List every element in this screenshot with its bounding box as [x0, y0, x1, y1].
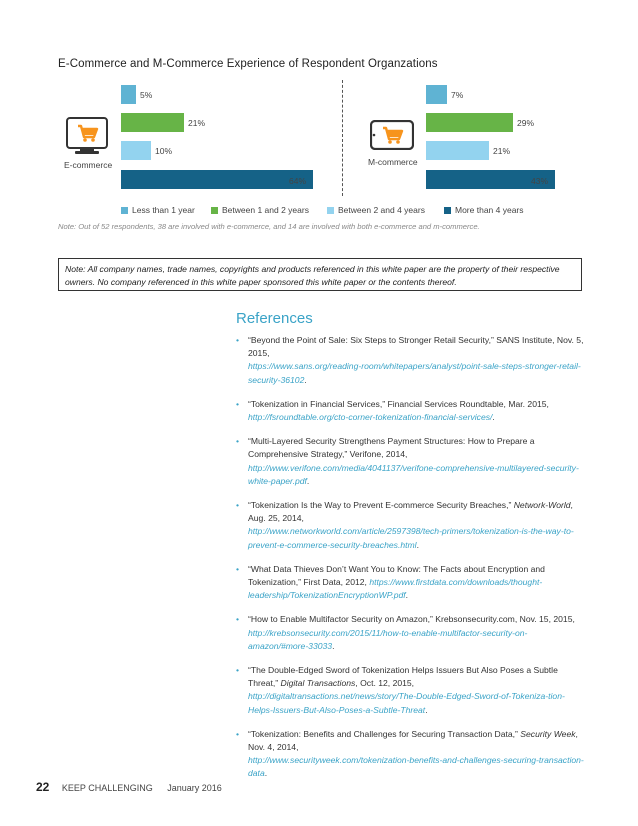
reference-item: • “The Double-Edged Sword of Tokenization Helps Issuers But Also Poses a Subtle Threat,” Digital Transactions, Oct. 12, 2015, http://digitaltransactions.net/news/story/The-Double-Edged-Sword-of-Tokeniza-tion-Helps-Issuers-But-Also-Poses-a-Subtle-Threat.: [236, 664, 584, 717]
bar-ecommerce-1-2yr: [121, 113, 184, 132]
disclaimer-box: Note: All company names, trade names, copyrights and products referenced in this white paper are the property of their respective owners. No company referenced in this white paper sponsored this white paper or the contents thereof.: [58, 258, 582, 291]
bar-ecommerce-more-4yr: [121, 170, 313, 189]
bar-mcommerce-1-2yr: [426, 113, 513, 132]
legend-swatch: [211, 207, 218, 214]
legend-text: More than 4 years: [455, 205, 524, 215]
reference-item: • “How to Enable Multifactor Security on Amazon,” Krebsonsecurity.com, Nov. 15, 2015, http://krebsonsecurity.com/2015/11/how-to-enable-multifactor-security-on-amazon/#more-33033.: [236, 613, 584, 653]
monitor-cart-icon: [66, 117, 108, 155]
legend-text: Between 2 and 4 years: [338, 205, 425, 215]
chart-note: Note: Out of 52 respondents, 38 are involved with e-commerce, and 14 are involved with both e-commerce and m-commerce.: [58, 222, 480, 231]
reference-link[interactable]: http://krebsonsecurity.com/2015/11/how-to-enable-multifactor-security-on-amazon/#more-33033: [248, 627, 528, 651]
chart-title: E-Commerce and M-Commerce Experience of Respondent Organzations: [58, 58, 438, 70]
bar-label: 64%: [289, 176, 307, 186]
reference-link[interactable]: https://www.sans.org/reading-room/whitepapers/analyst/point-sale-steps-stronger-retail-security-36102: [248, 361, 581, 385]
bar-label: 21%: [493, 146, 511, 156]
footer-date: January 2016: [167, 783, 222, 793]
bar-label: 7%: [451, 90, 464, 100]
reference-item: • “Beyond the Point of Sale: Six Steps to Stronger Retail Security,” SANS Institute, Nov. 5, 2015, https://www.sans.org/reading-room/whitepapers/analyst/point-sale-steps-stronger-retail-security-36102.: [236, 334, 584, 387]
reference-item: • “Tokenization: Benefits and Challenges for Securing Transaction Data,” Security Week, Nov. 4, 2014, http://www.securityweek.com/tokenization-benefits-and-challenges-securing-transaction-data.: [236, 728, 584, 781]
bar-label: 29%: [517, 118, 535, 128]
legend-swatch: [444, 207, 451, 214]
reference-link[interactable]: https://www.firstdata.com/downloads/thought-leadership/TokenizationEncryptionWP.pdf: [248, 577, 543, 601]
page-footer: [36, 780, 222, 794]
tablet-cart-icon: [370, 120, 414, 150]
bar-label: 21%: [188, 118, 206, 128]
reference-link[interactable]: http://www.networkworld.com/article/2597398/tech-primers/tokenization-is-the-way-to-prevent-e-commerce-security-breaches.html: [248, 526, 574, 550]
bar-ecommerce-2-4yr: [121, 141, 151, 160]
references-heading: References: [236, 310, 313, 327]
reference-link[interactable]: http://fsroundtable.org/cto-corner-tokenization-financial-services/: [248, 412, 493, 423]
references-list: [236, 334, 584, 792]
reference-link[interactable]: http://www.securityweek.com/tokenization-benefits-and-challenges-securing-transaction-data: [248, 755, 584, 779]
ecommerce-label: E-commerce: [64, 160, 113, 170]
bar-label: 5%: [140, 90, 153, 100]
page-number: 22: [36, 780, 50, 794]
bar-label: 43%: [531, 176, 549, 186]
reference-item: • “Multi-Layered Security Strengthens Payment Structures: How to Prepare a Comprehensive Strategy,” Verifone, 2014, http://www.verifone.com/media/4041137/verifone-comprehensive-multilayered-security-white-paper.pdf.: [236, 435, 584, 488]
reference-item: • “Tokenization in Financial Services,” Financial Services Roundtable, Mar. 2015, http://fsroundtable.org/cto-corner-tokenization-financial-services/.: [236, 398, 584, 424]
bar-mcommerce-less-1yr: [426, 85, 447, 104]
legend-text: Less than 1 year: [132, 205, 195, 215]
mcommerce-label: M-commerce: [368, 157, 418, 167]
reference-item: • “What Data Thieves Don’t Want You to Know: The Facts about Encryption and Tokenization,” First Data, 2012, https://www.firstdata.com/downloads/thought-leadership/TokenizationEncryptionWP.pdf.: [236, 563, 584, 603]
legend-swatch: [327, 207, 334, 214]
bar-ecommerce-less-1yr: [121, 85, 136, 104]
bar-mcommerce-2-4yr: [426, 141, 489, 160]
reference-link[interactable]: http://digitaltransactions.net/news/story/The-Double-Edged-Sword-of-Tokeniza-tion-Helps-Issuers-But-Also-Poses-a-Subtle-Threat: [248, 691, 565, 715]
legend-text: Between 1 and 2 years: [222, 205, 309, 215]
legend-swatch: [121, 207, 128, 214]
reference-link[interactable]: http://www.verifone.com/media/4041137/verifone-comprehensive-multilayered-security-white-paper.pdf: [248, 462, 579, 486]
footer-brand: KEEP CHALLENGING: [61, 783, 153, 793]
bar-label: 10%: [155, 146, 173, 156]
reference-item: • “Tokenization Is the Way to Prevent E-commerce Security Breaches,” Network-World, Aug. 25, 2014, http://www.networkworld.com/article/2597398/tech-primers/tokenization-is-the-way-to-prevent-e-commerce-security-breaches.html.: [236, 499, 584, 552]
chart-divider: [342, 80, 343, 196]
